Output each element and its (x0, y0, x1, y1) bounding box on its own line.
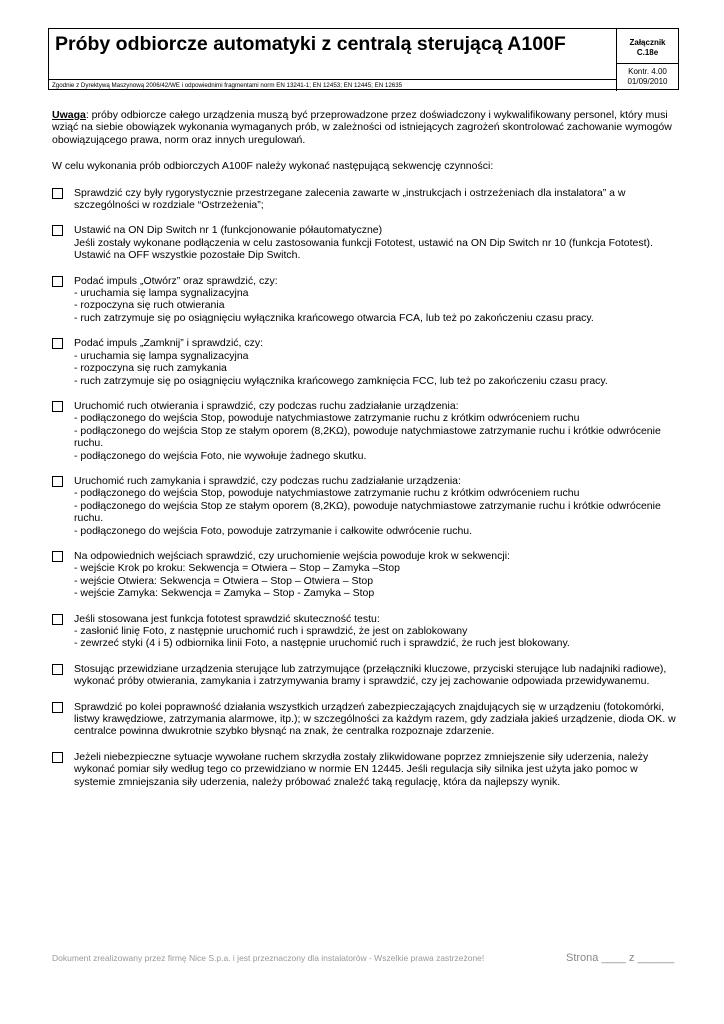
checklist-item-line: - podłączonego do wejścia Stop, powoduje natychmiastowe zatrzymanie ruchu z krótkim odwróceniem ruchu (74, 412, 580, 425)
checkbox[interactable] (52, 614, 63, 625)
checklist-item-line: Uruchomić ruch zamykania i sprawdzić, czy podczas ruchu zadziałanie urządzenia: (74, 474, 461, 487)
checkbox[interactable] (52, 702, 63, 713)
header-side (617, 29, 678, 89)
footer-text: Dokument zrealizowany przez firmę Nice S.p.a. i jest przeznaczony dla instalatorów - Wszelkie prawa zastrzeżone! (52, 953, 485, 963)
checkbox[interactable] (52, 664, 63, 675)
checklist-item-line: - podłączonego do wejścia Stop ze stałym oporem (8,2KΩ), powoduje natychmiastowe zatrzymanie ruchu i krótkie odwrócenie ruchu. (74, 424, 661, 450)
checklist-item (52, 663, 680, 688)
checklist-item-line: Podać impuls „Otwórz” oraz sprawdzić, czy: (74, 274, 278, 287)
checklist-item (52, 613, 680, 650)
note-label: Uwaga (52, 109, 86, 121)
checklist-item-line: Sprawdzić czy były rygorystycznie przestrzegane zalecenia zawarte w „instrukcjach i ostrzeżeniach dla instalatora” a w szczególności w rozdziale “Ostrzeżenia”; (74, 186, 626, 212)
checklist-item (52, 475, 680, 537)
document-header (48, 28, 679, 90)
document-body (52, 109, 680, 801)
checkbox[interactable] (52, 338, 63, 349)
document-date: 01/09/2010 (627, 77, 668, 86)
checklist-item (52, 701, 680, 738)
checklist-item-line: - uruchamia się lampa sygnalizacyjna (74, 287, 249, 300)
checklist-item-line: - wejście Otwiera: Sekwencja = Otwiera – Stop – Otwiera – Stop (74, 574, 374, 587)
checklist-item-line: - rozpoczyna się ruch otwierania (74, 299, 225, 312)
attachment-label: Załącznik (629, 38, 666, 47)
attachment-code: C.18e (636, 48, 659, 57)
checklist-item-line: - uruchamia się lampa sygnalizacyjna (74, 349, 249, 362)
checkbox[interactable] (52, 188, 63, 199)
checklist-item-line: - wejście Krok po kroku: Sekwencja = Otwiera – Stop – Zamyka –Stop (74, 562, 400, 575)
checklist-item-line: Na odpowiednich wejściach sprawdzić, czy uruchomienie wejścia powoduje krok w sekwencji: (74, 549, 510, 562)
checkbox[interactable] (52, 225, 63, 236)
checklist-item (52, 337, 680, 387)
checklist-item-line: Podać impuls „Zamknij” i sprawdzić, czy: (74, 337, 264, 350)
checklist-item-line: Ustawić na OFF wszystkie pozostałe Dip Switch. (74, 249, 301, 262)
checklist-item-line: - zasłonić linię Foto, z następnie uruchomić ruch i sprawdzić, że jest on zablokowany (74, 625, 468, 637)
norms-reference: Zgodnie z Dyrektywą Maszynową 2006/42/WE i odpowiednimi fragmentami norm EN 13241-1; EN 12453; EN 12445; EN 12635 (49, 79, 616, 91)
checklist (52, 187, 680, 788)
checklist-item (52, 400, 680, 462)
checkbox[interactable] (52, 276, 63, 287)
checklist-item-line: - ruch zatrzymuje się po osiągnięciu wyłącznika krańcowego otwarcia FCA, lub też po zakończeniu czasu pracy. (74, 311, 594, 324)
checkbox[interactable] (52, 752, 63, 763)
checklist-item-line: Sprawdzić po kolei poprawność działania wszystkich urządzeń zabezpieczających znajdujących się w urządzeniu (fotokomórki, listwy krawędziowe, zatrzymania alarmowe, itp.); w szczególności za każdym razem, gdy zadziała jakieś urządzenie, dioda OK. w centralce powinna dwukrotnie szybko błysnąć na znak, że centralka rozpoznaje zdarzenie. (74, 700, 676, 738)
version-box (617, 67, 678, 87)
document-title: Próby odbiorcze automatyki z centralą sterującą A100F (55, 33, 566, 55)
checklist-item-line: - wejście Zamyka: Sekwencja = Zamyka – Stop - Zamyka – Stop (74, 587, 375, 600)
checklist-item-line: - podłączonego do wejścia Stop ze stałym oporem (8,2KΩ), powoduje natychmiastowe zatrzymanie ruchu i krótkie odwrócenie ruchu. (74, 499, 661, 525)
checkbox[interactable] (52, 551, 63, 562)
checklist-item-line: - podłączonego do wejścia Foto, nie wywołuje żadnego skutku. (74, 449, 367, 462)
checklist-item-line: Uruchomić ruch otwierania i sprawdzić, czy podczas ruchu zadziałanie urządzenia: (74, 399, 459, 412)
checklist-item (52, 187, 680, 212)
checklist-item (52, 224, 680, 261)
control-version: Kontr. 4.00 (628, 67, 667, 76)
checklist-item-line: - podłączonego do wejścia Foto, powoduje zatrzymanie i całkowite odwrócenie ruchu. (74, 524, 473, 537)
checklist-item-line: - zewrzeć styki (4 i 5) odbiornika linii Foto, a następnie uruchomić ruch i sprawdzić, że ruch jest blokowany. (74, 637, 570, 650)
checklist-item (52, 275, 680, 325)
checklist-item-line: Jeśli zostały wykonane podłączenia w celu zastosowania funkcji Fototest, ustawić na ON Dip Switch nr 10 (funkcja Fototest). (74, 236, 653, 249)
checklist-item-line: Jeśli stosowana jest funkcja fototest sprawdzić skuteczność testu: (74, 612, 380, 625)
checklist-item-line: - rozpoczyna się ruch zamykania (74, 362, 227, 375)
page-number-field: Strona ____ z ______ (566, 952, 675, 964)
checklist-item-line: - ruch zatrzymuje się po osiągnięciu wyłącznika krańcowego zamknięcia FCC, lub też po zakończeniu czasu pracy. (74, 374, 608, 387)
checkbox[interactable] (52, 401, 63, 412)
note-paragraph (52, 109, 680, 146)
checklist-item-line: Stosując przewidziane urządzenia sterujące lub zatrzymujące (przełączniki kluczowe, przyciski sterujące lub nadajniki radiowe), wykonać próby otwierania, zamykania i zatrzymywania bramy i sprawdzić, czy jej zachowanie odpowiada przewidywanemu. (74, 662, 667, 688)
sequence-intro: W celu wykonania prób odbiorczych A100F należy wykonać następującą sekwencję czynności: (52, 160, 494, 173)
checklist-item-line: Jeżeli niebezpieczne sytuacje wywołane ruchem skrzydła zostały zlikwidowane poprzez zmniejszenie siły uderzenia, należy wykonać pomiar siły według tego co przewidziano w normie EN 12445. Jeśli regulacja siły silnika jest użyta jako pomoc w systemie zmniejszania siły uderzenia, należy próbować znaleźć taką regulację, która da najlepszy wynik. (74, 750, 649, 788)
checklist-item-line: - podłączonego do wejścia Stop, powoduje natychmiastowe zatrzymanie ruchu z krótkim odwróceniem ruchu (74, 487, 580, 500)
checklist-item (52, 550, 680, 600)
checklist-item (52, 751, 680, 788)
header-main (49, 29, 617, 91)
attachment-box (617, 29, 678, 64)
checklist-item-line: Ustawić na ON Dip Switch nr 1 (funkcjonowanie półautomatyczne) (74, 224, 383, 237)
note-text: : próby odbiorcze całego urządzenia muszą być przeprowadzone przez doświadczony i wykwalifikowany personel, który musi wziąć na siebie obowiązek wykonania wymaganych prób, w zależności od istniejących zagrożeń skontrolować zachowanie wymogów obowiązującego prawa, norm oraz innych uregulowań. (52, 109, 672, 146)
checkbox[interactable] (52, 476, 63, 487)
